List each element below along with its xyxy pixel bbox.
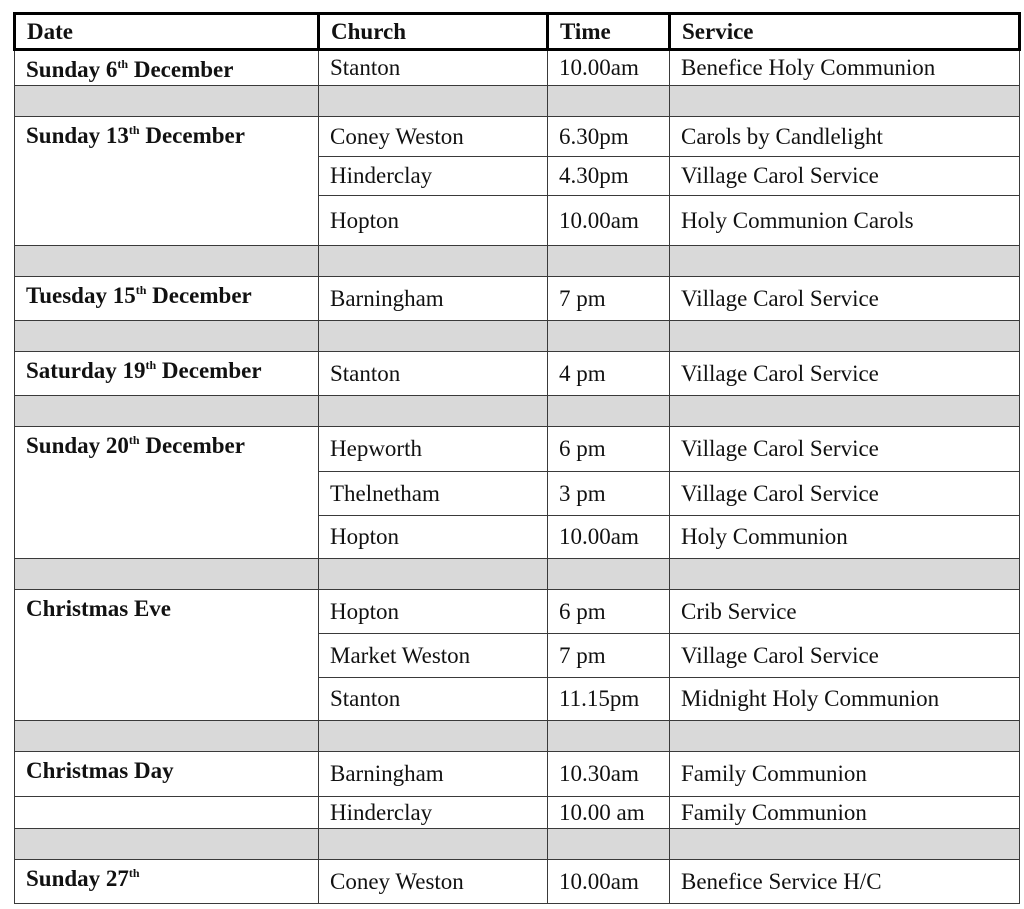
date-cell bbox=[15, 590, 319, 721]
service-cell: Holy Communion Carols bbox=[670, 196, 1020, 246]
church-cell: Coney Weston bbox=[319, 117, 548, 157]
date-text: Christmas Day bbox=[26, 758, 174, 783]
date-text: Sunday 13 bbox=[26, 123, 129, 148]
header-church: Church bbox=[319, 14, 548, 50]
service-row bbox=[15, 860, 1020, 904]
service-table bbox=[13, 12, 1021, 904]
date-ordinal-suffix: th bbox=[135, 283, 147, 297]
church-cell: Hopton bbox=[319, 590, 548, 634]
separator-cell bbox=[670, 396, 1020, 427]
time-cell: 10.00am bbox=[548, 860, 670, 904]
date-ordinal-suffix: th bbox=[128, 866, 140, 880]
separator-cell bbox=[548, 396, 670, 427]
service-cell: Village Carol Service bbox=[670, 427, 1020, 472]
date-text: Sunday 27 bbox=[26, 866, 129, 891]
time-cell: 7 pm bbox=[548, 277, 670, 321]
time-cell: 4.30pm bbox=[548, 157, 670, 196]
time-cell: 11.15pm bbox=[548, 678, 670, 721]
date-cell bbox=[15, 117, 319, 246]
separator-cell bbox=[548, 559, 670, 590]
service-cell: Village Carol Service bbox=[670, 472, 1020, 516]
service-cell: Carols by Candlelight bbox=[670, 117, 1020, 157]
separator-cell bbox=[15, 829, 319, 860]
service-cell: Family Communion bbox=[670, 752, 1020, 797]
date-cell bbox=[15, 277, 319, 321]
church-cell: Stanton bbox=[319, 352, 548, 396]
separator-row bbox=[15, 829, 1020, 860]
date-ordinal-suffix: th bbox=[145, 358, 157, 372]
date-cell bbox=[15, 427, 319, 559]
date-text: Christmas Eve bbox=[26, 596, 172, 621]
service-row bbox=[15, 277, 1020, 321]
church-cell: Hinderclay bbox=[319, 797, 548, 829]
separator-cell bbox=[319, 86, 548, 117]
header-row bbox=[15, 14, 1020, 50]
separator-cell bbox=[548, 86, 670, 117]
service-row bbox=[15, 590, 1020, 634]
service-cell: Village Carol Service bbox=[670, 634, 1020, 678]
separator-cell bbox=[548, 721, 670, 752]
date-cell-empty bbox=[15, 797, 319, 829]
time-cell: 6 pm bbox=[548, 427, 670, 472]
separator-cell bbox=[670, 829, 1020, 860]
service-row bbox=[15, 427, 1020, 472]
date-cell bbox=[15, 860, 319, 904]
separator-row bbox=[15, 86, 1020, 117]
church-cell: Thelnetham bbox=[319, 472, 548, 516]
separator-cell bbox=[548, 246, 670, 277]
time-cell: 10.30am bbox=[548, 752, 670, 797]
date-ordinal-suffix: th bbox=[128, 123, 140, 137]
time-cell: 3 pm bbox=[548, 472, 670, 516]
service-row bbox=[15, 352, 1020, 396]
separator-cell bbox=[548, 321, 670, 352]
church-cell: Hinderclay bbox=[319, 157, 548, 196]
church-cell: Barningham bbox=[319, 752, 548, 797]
time-cell: 10.00am bbox=[548, 516, 670, 559]
date-text: Sunday 20 bbox=[26, 433, 129, 458]
date-cell bbox=[15, 50, 319, 86]
separator-cell bbox=[670, 559, 1020, 590]
service-cell: Holy Communion bbox=[670, 516, 1020, 559]
service-cell: Village Carol Service bbox=[670, 157, 1020, 196]
separator-cell bbox=[670, 721, 1020, 752]
time-cell: 10.00 am bbox=[548, 797, 670, 829]
service-row bbox=[15, 50, 1020, 86]
service-cell: Village Carol Service bbox=[670, 352, 1020, 396]
separator-cell bbox=[319, 721, 548, 752]
separator-cell bbox=[670, 246, 1020, 277]
separator-row bbox=[15, 321, 1020, 352]
separator-cell bbox=[319, 321, 548, 352]
separator-cell bbox=[319, 246, 548, 277]
date-text: Saturday 19 bbox=[26, 358, 146, 383]
time-cell: 4 pm bbox=[548, 352, 670, 396]
service-cell: Crib Service bbox=[670, 590, 1020, 634]
date-ordinal-suffix: th bbox=[128, 433, 140, 447]
separator-cell bbox=[670, 86, 1020, 117]
date-cell bbox=[15, 352, 319, 396]
separator-row bbox=[15, 396, 1020, 427]
service-cell: Family Communion bbox=[670, 797, 1020, 829]
header-service: Service bbox=[670, 14, 1020, 50]
separator-cell bbox=[15, 721, 319, 752]
service-schedule bbox=[13, 12, 1018, 902]
separator-row bbox=[15, 559, 1020, 590]
separator-cell bbox=[15, 246, 319, 277]
separator-row bbox=[15, 246, 1020, 277]
separator-cell bbox=[548, 829, 670, 860]
date-ordinal-suffix: th bbox=[117, 57, 129, 71]
date-month: December bbox=[139, 433, 245, 458]
service-row bbox=[15, 752, 1020, 797]
church-cell: Barningham bbox=[319, 277, 548, 321]
separator-cell bbox=[15, 86, 319, 117]
date-month: December bbox=[146, 283, 252, 308]
time-cell: 6.30pm bbox=[548, 117, 670, 157]
time-cell: 7 pm bbox=[548, 634, 670, 678]
service-cell: Benefice Service H/C bbox=[670, 860, 1020, 904]
time-cell: 10.00am bbox=[548, 50, 670, 86]
date-month: December bbox=[156, 358, 262, 383]
church-cell: Coney Weston bbox=[319, 860, 548, 904]
schedule-body bbox=[15, 50, 1020, 904]
date-text: Sunday 6 bbox=[26, 57, 118, 82]
date-month: December bbox=[139, 123, 245, 148]
date-cell bbox=[15, 752, 319, 797]
church-cell: Market Weston bbox=[319, 634, 548, 678]
service-cell: Benefice Holy Communion bbox=[670, 50, 1020, 86]
separator-cell bbox=[15, 559, 319, 590]
time-cell: 6 pm bbox=[548, 590, 670, 634]
service-row bbox=[15, 797, 1020, 829]
separator-row bbox=[15, 721, 1020, 752]
service-row bbox=[15, 117, 1020, 157]
separator-cell bbox=[319, 829, 548, 860]
service-cell: Midnight Holy Communion bbox=[670, 678, 1020, 721]
church-cell: Hopton bbox=[319, 516, 548, 559]
service-cell: Village Carol Service bbox=[670, 277, 1020, 321]
separator-cell bbox=[319, 396, 548, 427]
date-text: Tuesday 15 bbox=[26, 283, 136, 308]
church-cell: Stanton bbox=[319, 678, 548, 721]
church-cell: Hopton bbox=[319, 196, 548, 246]
separator-cell bbox=[15, 396, 319, 427]
separator-cell bbox=[319, 559, 548, 590]
date-month: December bbox=[128, 57, 234, 82]
header-time: Time bbox=[548, 14, 670, 50]
separator-cell bbox=[670, 321, 1020, 352]
separator-cell bbox=[15, 321, 319, 352]
church-cell: Hepworth bbox=[319, 427, 548, 472]
church-cell: Stanton bbox=[319, 50, 548, 86]
time-cell: 10.00am bbox=[548, 196, 670, 246]
header-date: Date bbox=[15, 14, 319, 50]
